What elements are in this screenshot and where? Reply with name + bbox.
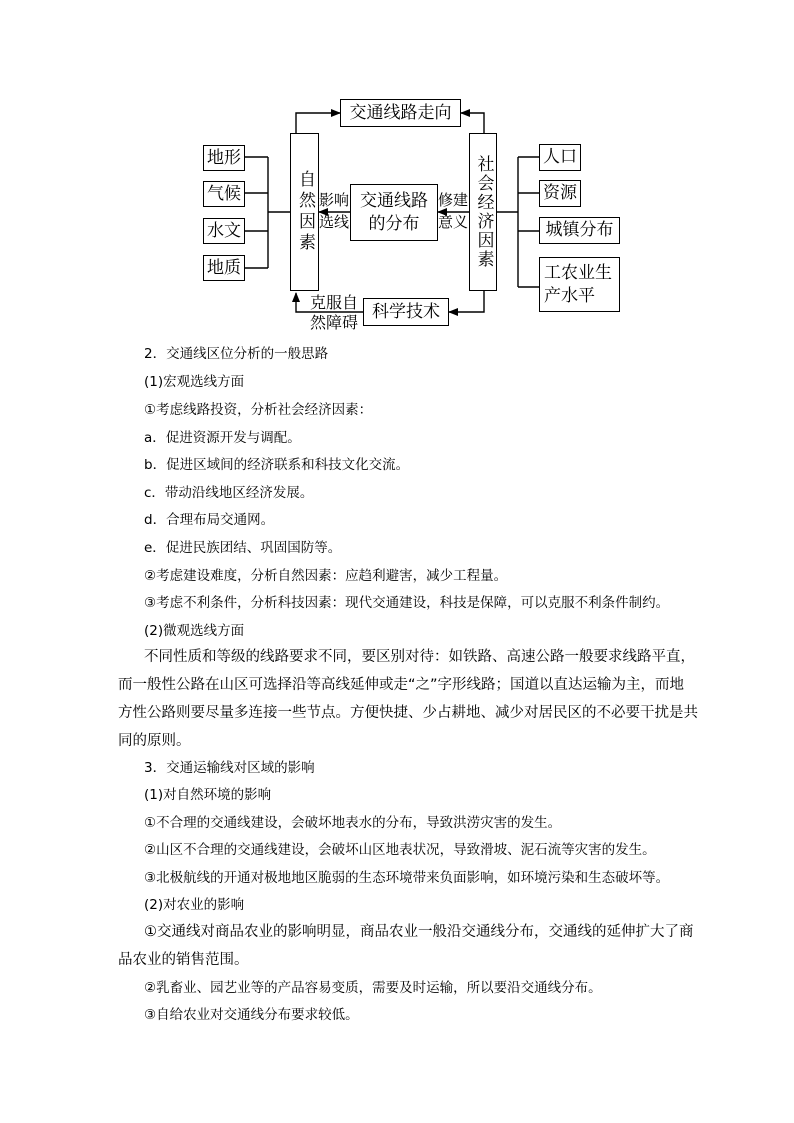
macro-item-d: d．合理布局交通网。 — [144, 512, 275, 528]
route-direction-box: 交通线路走向 — [340, 99, 461, 127]
route-distribution-line1: 交通线路 — [360, 190, 428, 211]
factor-industry-agriculture — [539, 257, 620, 312]
macro-item-c: c．带动沿线地区经济发展。 — [144, 485, 314, 501]
subheading-macro: (1)宏观选线方面 — [144, 374, 245, 390]
overcome-obstacles-label — [304, 293, 364, 333]
agriculture-point-1-line2: 品农业的销售范围。 — [118, 952, 249, 968]
macro-item-b: b．促进区域间的经济联系和科技文化交流。 — [144, 457, 410, 473]
subheading-nature: (1)对自然环境的影响 — [144, 787, 272, 803]
micro-paragraph-line1: 不同性质和等级的线路要求不同，要区别对待：如铁路、高速公路一般要求线路平直， — [144, 649, 695, 665]
natural-factors-box: 自然因素 — [290, 133, 319, 291]
factor-population: 人口 — [539, 144, 581, 171]
subheading-micro: (2)微观选线方面 — [144, 623, 245, 639]
route-distribution-box — [350, 184, 438, 241]
transport-factors-diagram — [0, 0, 794, 340]
macro-point-3: ③考虑不利条件，分析科技因素：现代交通建设，科技是保障，可以克服不利条件制约。 — [144, 595, 670, 611]
micro-paragraph-line2: 而一般性公路在山区可选择沿等高线延伸或走“之”字形线路；国道以直达运输为主，而地 — [118, 677, 685, 693]
significance-label-line1: 修建 — [437, 191, 468, 209]
social-economic-factors-box: 社会经济因素 — [469, 133, 497, 291]
macro-item-a: a．促进资源开发与调配。 — [144, 430, 301, 446]
science-technology-box: 科学技术 — [363, 298, 449, 326]
nature-point-2: ②山区不合理的交通线建设，会破坏山区地表状况，导致滑坡、泥石流等灾害的发生。 — [144, 842, 656, 858]
agriculture-point-3: ③自给农业对交通线分布要求较低。 — [144, 1007, 359, 1023]
heading-2: 2．交通线区位分析的一般思路 — [144, 346, 329, 362]
significance-label — [436, 189, 470, 233]
factor-terrain: 地形 — [203, 145, 245, 171]
factor-industry-agriculture-line2: 产水平 — [544, 285, 595, 306]
overcome-label-line2: 然障碍 — [309, 313, 358, 332]
influence-label — [317, 189, 351, 233]
nature-point-3: ③北极航线的开通对极地地区脆弱的生态环境带来负面影响，如环境污染和生态破坏等。 — [144, 870, 670, 886]
factor-resources: 资源 — [539, 180, 581, 207]
micro-paragraph-line3: 方性公路则要尽量多连接一些节点。方便快捷、少占耕地、减少对居民区的不必要干扰是共 — [118, 705, 698, 721]
macro-point-2: ②考虑建设难度，分析自然因素：应趋利避害，减少工程量。 — [144, 568, 508, 584]
nature-point-1: ①不合理的交通线建设，会破坏地表水的分布，导致洪涝灾害的发生。 — [144, 815, 562, 831]
diagram-connectors — [0, 0, 794, 340]
micro-paragraph-line4: 同的原则。 — [118, 733, 191, 749]
factor-geology: 地质 — [203, 255, 245, 281]
macro-point-1: ①考虑线路投资，分析社会经济因素： — [144, 402, 373, 418]
route-distribution-line2: 的分布 — [368, 213, 420, 234]
agriculture-point-2: ②乳畜业、园艺业等的产品容易变质，需要及时运输，所以要沿交通线分布。 — [144, 980, 602, 996]
factor-climate: 气候 — [203, 181, 245, 207]
agriculture-point-1-line1: ①交通线对商品农业的影响明显，商品农业一般沿交通线分布，交通线的延伸扩大了商 — [144, 924, 694, 940]
subheading-agriculture: (2)对农业的影响 — [144, 897, 245, 913]
macro-item-e: e．促进民族团结、巩固国防等。 — [144, 540, 342, 556]
significance-label-line2: 意义 — [437, 213, 468, 231]
heading-3: 3．交通运输线对区域的影响 — [144, 760, 315, 776]
influence-label-line1: 影响 — [318, 191, 349, 209]
factor-town-distribution: 城镇分布 — [539, 217, 620, 244]
factor-hydrology: 水文 — [203, 218, 245, 244]
factor-industry-agriculture-line1: 工农业生 — [544, 262, 612, 283]
overcome-label-line1: 克服自 — [309, 293, 358, 312]
influence-label-line2: 选线 — [318, 213, 349, 231]
